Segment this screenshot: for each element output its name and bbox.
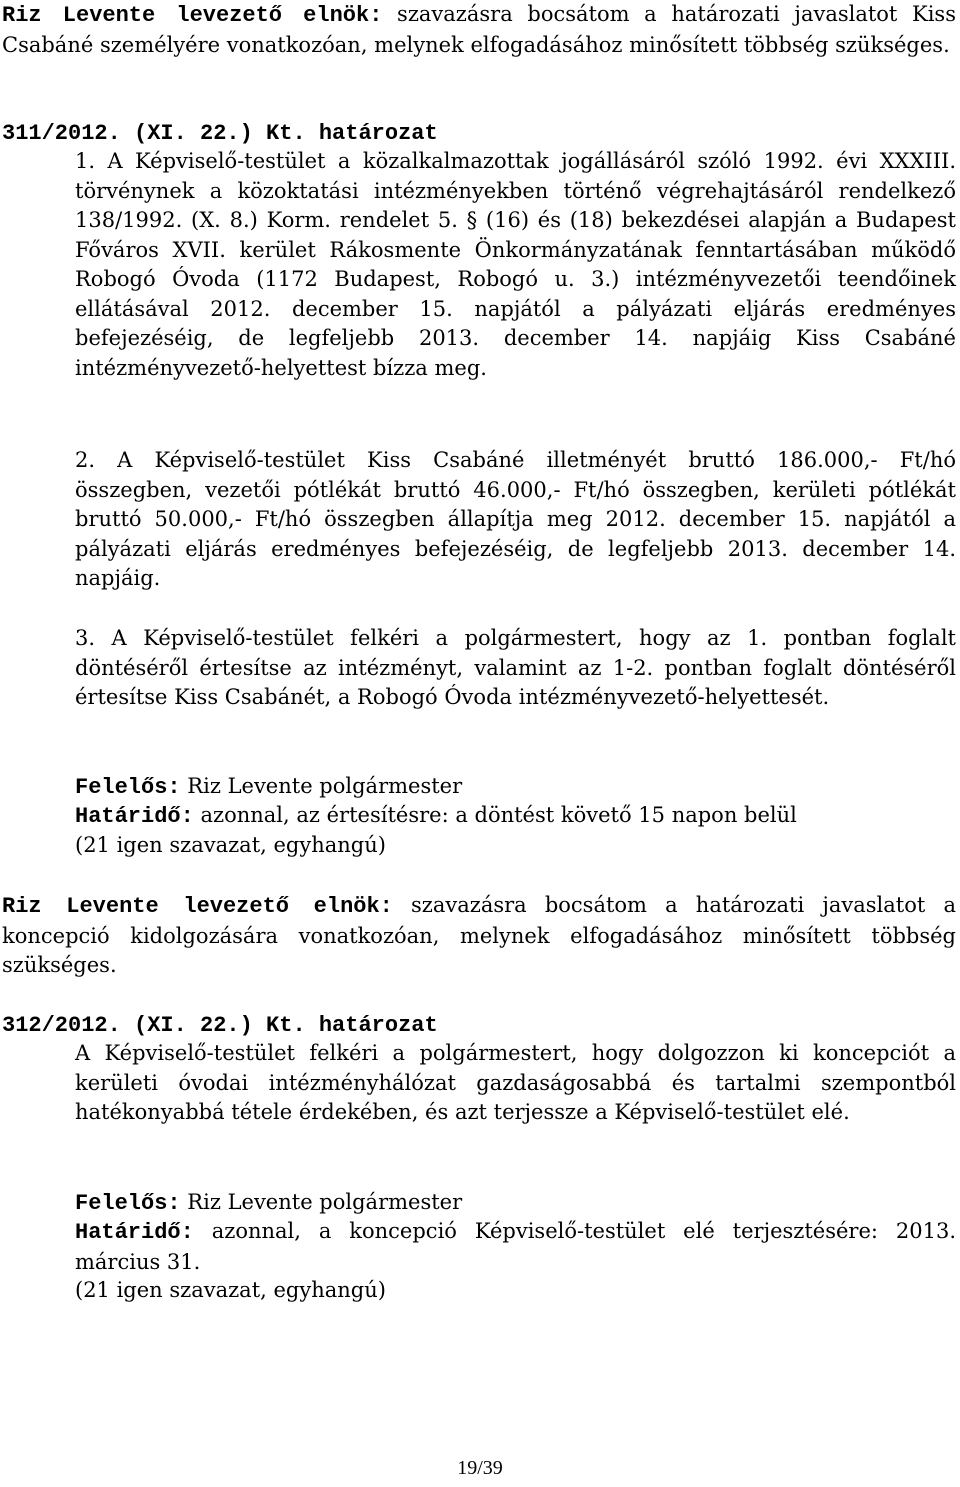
resolution-number-311: 311/2012. (XI. 22.) Kt. határozat [2,121,438,146]
intro-paragraph-2 [2,891,956,981]
vote-line-2: (21 igen szavazat, egyhangú) [75,1278,386,1302]
resolution-item-3: 3. A Képviselő-testület felkéri a polgármestert, hogy az 1. pontban foglalt döntéséről értesítse az intézményt, valamint az 1-2. pontban foglalt döntéséről értesítse Kiss Csabánét, a Robogó Óvoda intézményvezető-helyettesét. [75,626,956,709]
deadline-label: Határidő: [75,804,194,829]
intro-text: szavazásra bocsátom a határozati javaslatot a koncepció kidolgozására vonatkozóan, melynek elfogadásához minősített többség szükséges. [2,893,956,977]
deadline-label: Határidő: [75,1220,194,1245]
deadline-line-2: Határidő: azonnal, a koncepció Képviselő-testület elé terjesztésére: 2013. március 31. [75,1219,956,1274]
responsible-label: Felelős: [75,775,181,800]
page-number: 19/39 [457,1457,503,1479]
resolution-item-1: 1. A Képviselő-testület a közalkalmazottak jogállásáról szóló 1992. évi XXXIII. törvénynek a közoktatási intézményekben történő végrehajtásáról rendelkező 138/1992. (X. 8.) Korm. rendelet 5. § (16) és (18) bekezdései alapján a Budapest Főváros XVII. kerület Rákosmente Önkormányzatának fenntartásában működő Robogó Óvoda (1172 Budapest, Robogó u. 3.) intézményvezetői teendőinek ellátásával 2012. december 15. napjától a pályázati eljárás eredményes befejezéséig, de legfeljebb 2013. december 14. napjáig Kiss Csabáné intézményvezető-helyettest bízza meg. [75,149,956,380]
responsible-label: Felelős: [75,1191,181,1216]
intro-paragraph-1 [2,0,956,60]
deadline-line-1: Határidő: azonnal, az értesítésre: a döntést követő 15 napon belül [75,803,797,829]
speaker-label: Riz Levente levezető elnök: [2,3,383,28]
responsible-line-2: Felelős: Riz Levente polgármester [75,1190,463,1216]
intro-text: szavazásra bocsátom a határozati javaslatot Kiss Csabáné személyére vonatkozóan, melynek elfogadásához minősített többség szükséges. [2,2,956,57]
resolution-text-312: A Képviselő-testület felkéri a polgármestert, hogy dolgozzon ki koncepciót a kerületi óvodai intézményhálózat gazdaságosabbá és tartalmi szempontból hatékonyabbá tétele érdekében, és azt terjessze a Képviselő-testület elé. [75,1041,956,1124]
resolution-item-2: 2. A Képviselő-testület Kiss Csabáné illetményét bruttó 186.000,- Ft/hó összegben, vezetői pótlékát bruttó 46.000,- Ft/hó összegben, kerületi pótlékát bruttó 50.000,- Ft/hó összegben állapítja meg 2012. december 15. napjától a pályázati eljárás eredményes befejezéséig, de legfeljebb 2013. december 14. napjáig. [75,448,956,590]
responsible-line-1: Felelős: Riz Levente polgármester [75,774,463,800]
resolution-number-312: 312/2012. (XI. 22.) Kt. határozat [2,1013,438,1038]
vote-line-1: (21 igen szavazat, egyhangú) [75,833,386,857]
speaker-label: Riz Levente levezető elnök: [2,894,393,919]
